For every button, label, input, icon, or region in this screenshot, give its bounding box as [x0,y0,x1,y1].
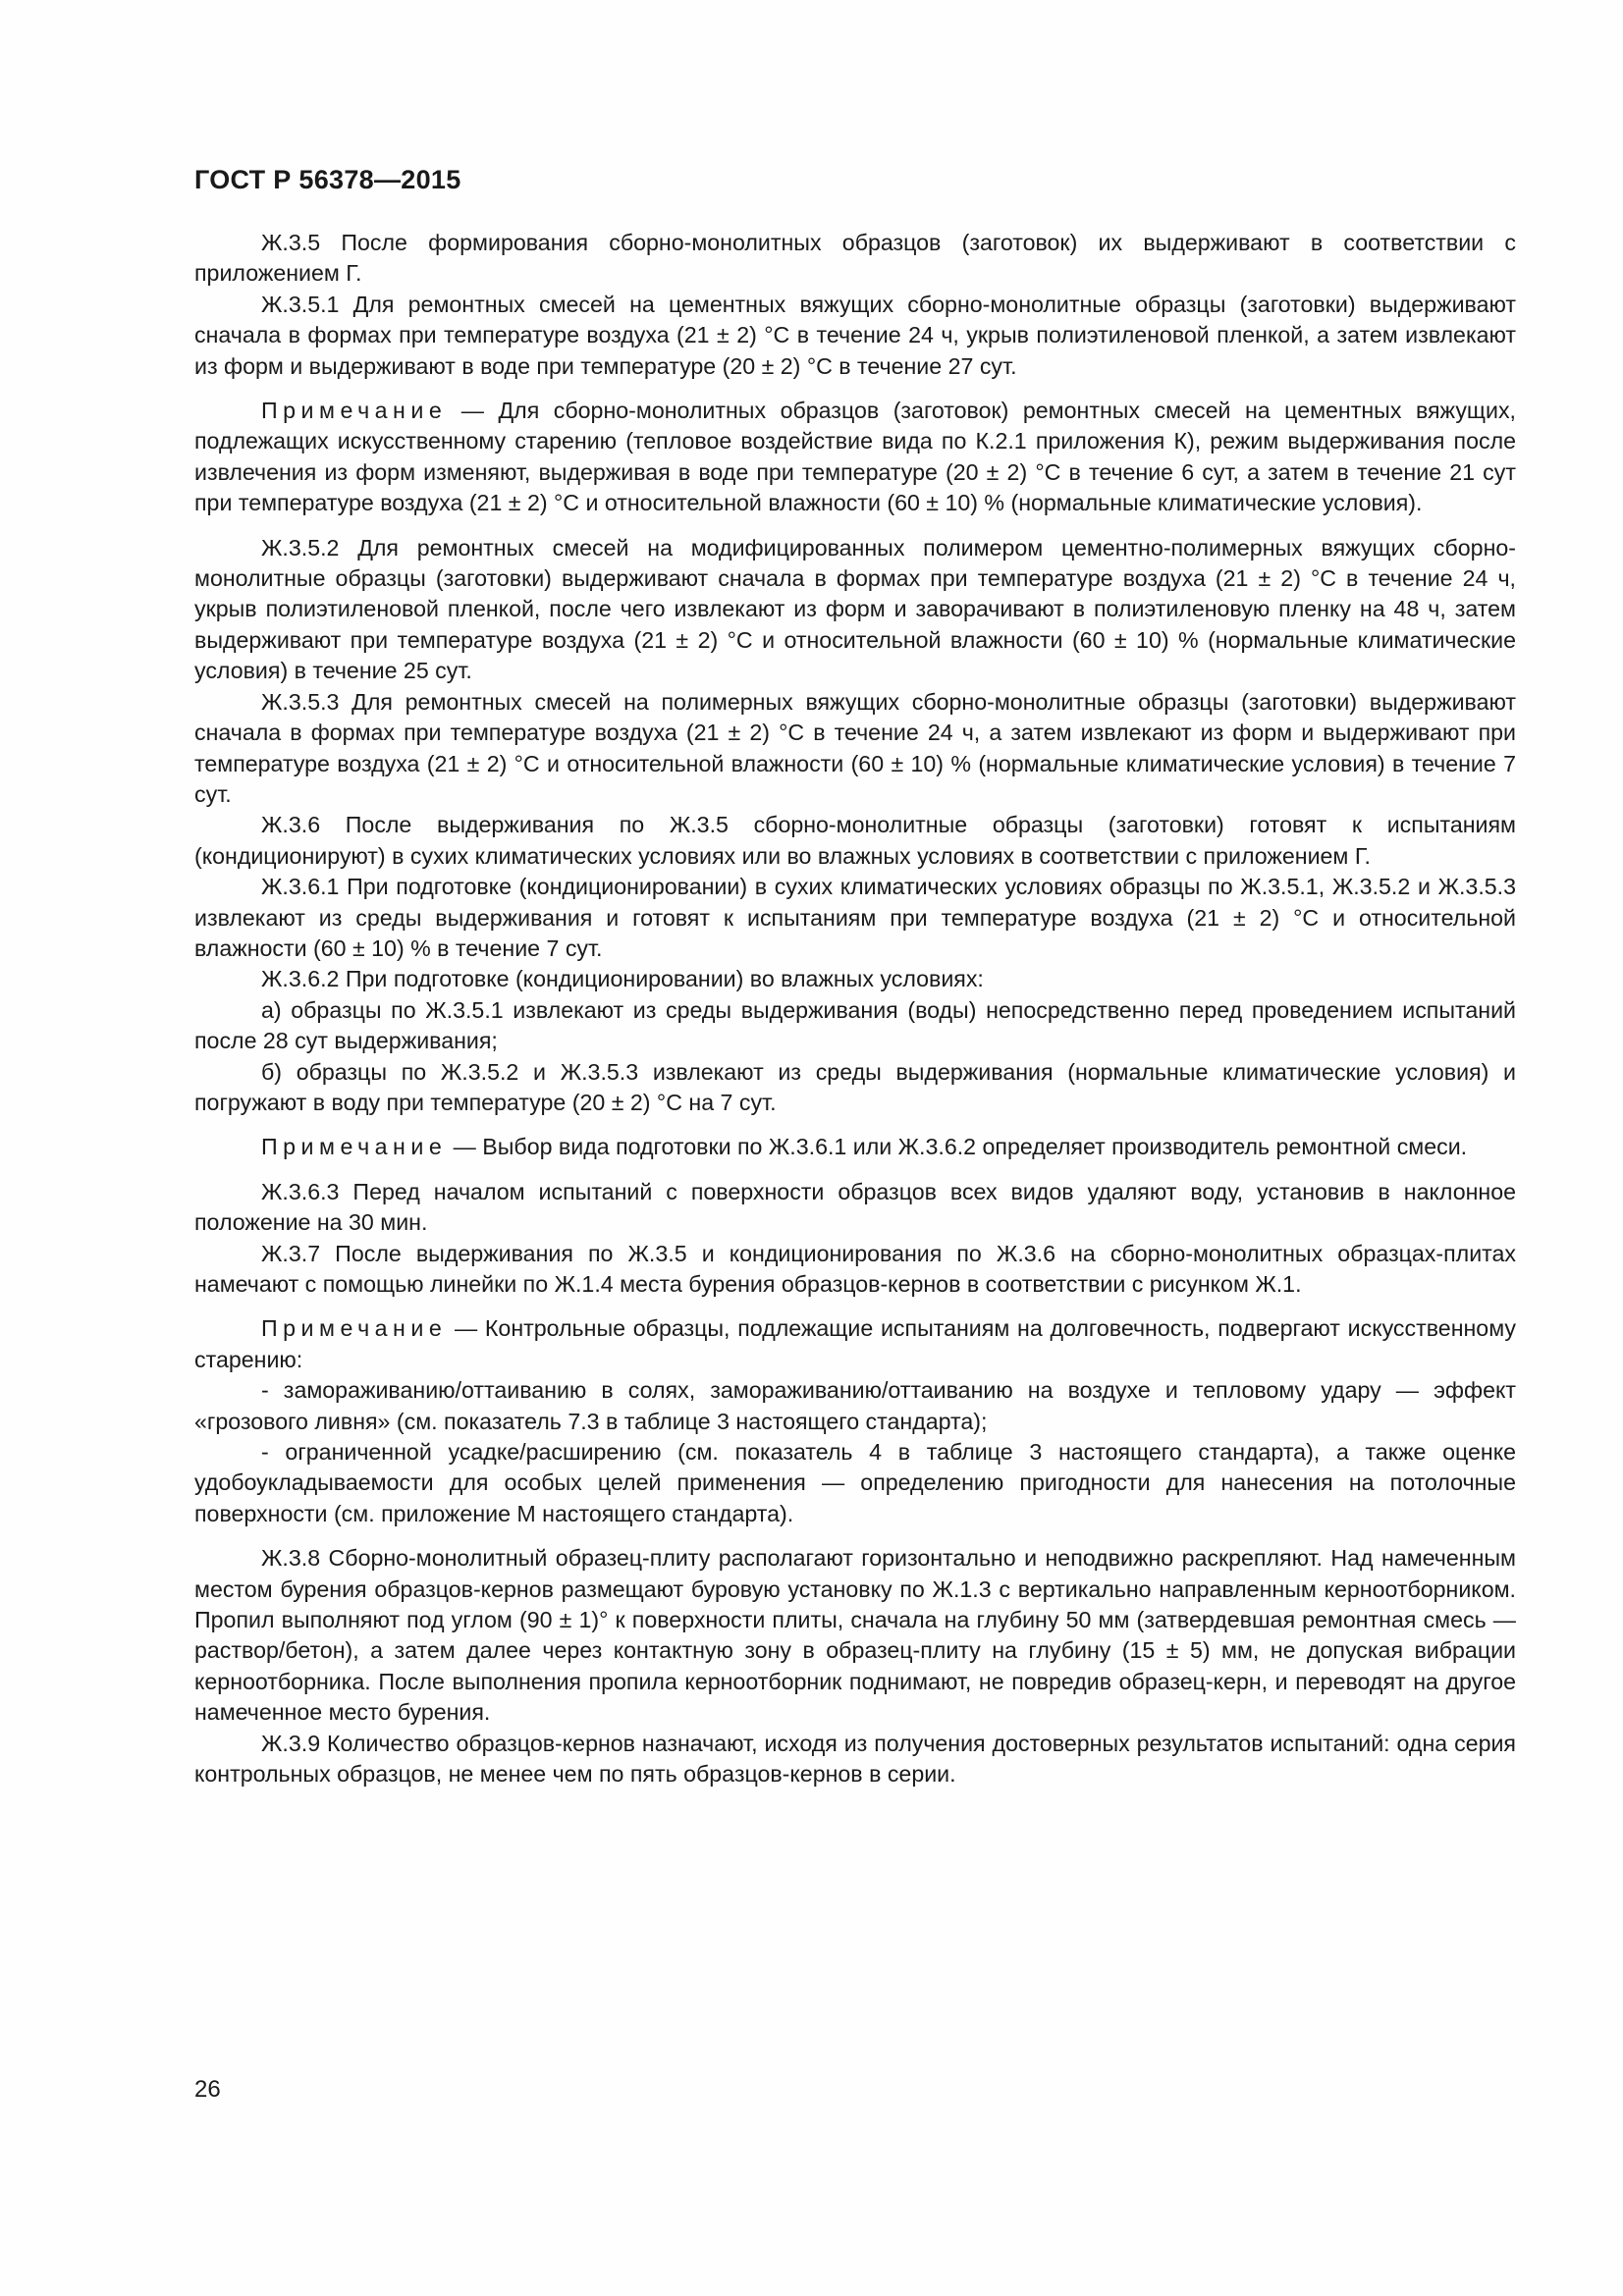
paragraph-zh-3-8: Ж.3.8 Сборно-монолитный образец-плиту располагают горизонтально и неподвижно раскрепляют. Над намеченным местом бурения образцов-кернов размещают буровую установку по Ж.1.3 с вертикально направленным керноотборником. Пропил выполняют под углом (90 ± 1)° к поверхности плиты, сначала на глубину 50 мм (затвердевшая ремонтная смесь — раствор/бетон), а затем далее через контактную зону в образец-плиту на глубину (15 ± 5) мм, не допуская вибрации керноотборника. После выполнения пропила керноотборник поднимают, не повредив образец-керн, и переводят на другое намеченное место бурения. [194,1545,1516,1726]
note-label: Примечание [261,398,448,424]
paragraph-zh-3-5-1: Ж.3.5.1 Для ремонтных смесей на цементных вяжущих сборно-монолитные образцы (заготовки) выдерживают сначала в формах при температуре воздуха (21 ± 2) °C в течение 24 ч, укрыв полиэтиленовой пленкой, а затем извлекают из форм и выдерживают в воде при температуре (20 ± 2) °C в течение 27 сут. [194,291,1516,379]
note-label: Примечание [261,1315,448,1342]
paragraph-zh-3-6-3: Ж.3.6.3 Перед началом испытаний с поверхности образцов всех видов удаляют воду, установив в наклонное положение на 30 мин. [194,1178,1516,1236]
list-item-b: б) образцы по Ж.3.5.2 и Ж.3.5.3 извлекают из среды выдерживания (нормальные климатические условия) и погружают в воду при температуре (20 ± 2) °C на 7 сут. [194,1058,1516,1115]
document-body [194,228,1516,1790]
list-item-a: а) образцы по Ж.3.5.1 извлекают из среды выдерживания (воды) непосредственно перед проведением испытаний после 28 сут выдерживания; [194,996,1516,1054]
paragraph-zh-3-6-1: Ж.3.6.1 При подготовке (кондиционировании) в сухих климатических условиях образцы по Ж.3.5.1, Ж.3.5.2 и Ж.3.5.3 извлекают из среды выдерживания и готовят к испытаниям при температуре воздуха (21 ± 2) °C и относительной влажности (60 ± 10) % в течение 7 сут. [194,874,1516,961]
note-3 [194,1313,1516,1375]
document-header: ГОСТ Р 56378—2015 [194,165,461,194]
paragraph-zh-3-5: Ж.3.5 После формирования сборно-монолитных образцов (заготовок) их выдерживают в соответствии с приложением Г. [194,230,1516,287]
paragraph-zh-3-5-3: Ж.3.5.3 Для ремонтных смесей на полимерных вяжущих сборно-монолитные образцы (заготовки) выдерживают сначала в формах при температуре воздуха (21 ± 2) °C в течение 24 ч, а затем извлекают из форм и выдерживают при температуре воздуха (21 ± 2) °C и относительной влажности (60 ± 10) % (нормальные климатические условия) в течение 7 сут. [194,688,1516,807]
paragraph-zh-3-6: Ж.3.6 После выдерживания по Ж.3.5 сборно-монолитные образцы (заготовки) готовят к испытаниям (кондиционируют) в сухих климатических условиях или во влажных условиях в соответствии с приложением Г. [194,812,1516,869]
note-3-item-1: - замораживанию/оттаиванию в солях, замораживанию/оттаиванию на воздухе и тепловому удару — эффект «грозового ливня» (см. показатель 7.3 в таблице 3 настоящего стандарта); [194,1377,1516,1434]
paragraph-zh-3-6-2: Ж.3.6.2 При подготовке (кондиционировании) во влажных условиях: [261,966,984,992]
note-text: — Выбор вида подготовки по Ж.3.6.1 или Ж.3.6.2 определяет производитель ремонтной смеси. [447,1134,1468,1160]
paragraph-zh-3-5-2: Ж.3.5.2 Для ремонтных смесей на модифицированных полимером цементно-полимерных вяжущих сборно-монолитные образцы (заготовки) выдерживают сначала в формах при температуре воздуха (21 ± 2) °C в течение 24 ч, укрыв полиэтиленовой пленкой, после чего извлекают из форм и заворачивают в полиэтиленовую пленку на 48 ч, затем выдерживают при температуре воздуха (21 ± 2) °C и относительной влажности (60 ± 10) % (нормальные климатические условия) в течение 25 сут. [194,534,1516,684]
paragraph-zh-3-7: Ж.3.7 После выдерживания по Ж.3.5 и кондиционирования по Ж.3.6 на сборно-монолитных образцах-плитах намечают с помощью линейки по Ж.1.4 места бурения образцов-кернов в соответствии с рисунком Ж.1. [194,1240,1516,1297]
note-label: Примечание [261,1134,448,1160]
note-2 [194,1132,1516,1162]
note-text: — Для сборно-монолитных образцов (заготовок) ремонтных смесей на цементных вяжущих, подлежащих искусственному старению (тепловое воздействие вида по К.2.1 приложения К), режим выдерживания после извлечения из форм изменяют, выдерживая в воде при температуре (20 ± 2) °C в течение 6 сут, а затем в течение 21 сут при температуре воздуха (21 ± 2) °C и относительной влажности (60 ± 10) % (нормальные климатические условия). [194,398,1516,516]
note-1 [194,396,1516,519]
paragraph-zh-3-9: Ж.3.9 Количество образцов-кернов назначают, исходя из получения достоверных результатов испытаний: одна серия контрольных образцов, не менее чем по пять образцов-кернов в серии. [194,1730,1516,1788]
page-number: 26 [194,2076,221,2103]
note-3-item-2: - ограниченной усадке/расширению (см. показатель 4 в таблице 3 настоящего стандарта), а также оценке удобоукладываемости для особых целей применения — определению пригодности для нанесения на потолочные поверхности (см. приложение М настоящего стандарта). [194,1439,1516,1526]
note-text: — Контрольные образцы, подлежащие испытаниям на долговечность, подвергают искусственному старению: [194,1315,1516,1372]
